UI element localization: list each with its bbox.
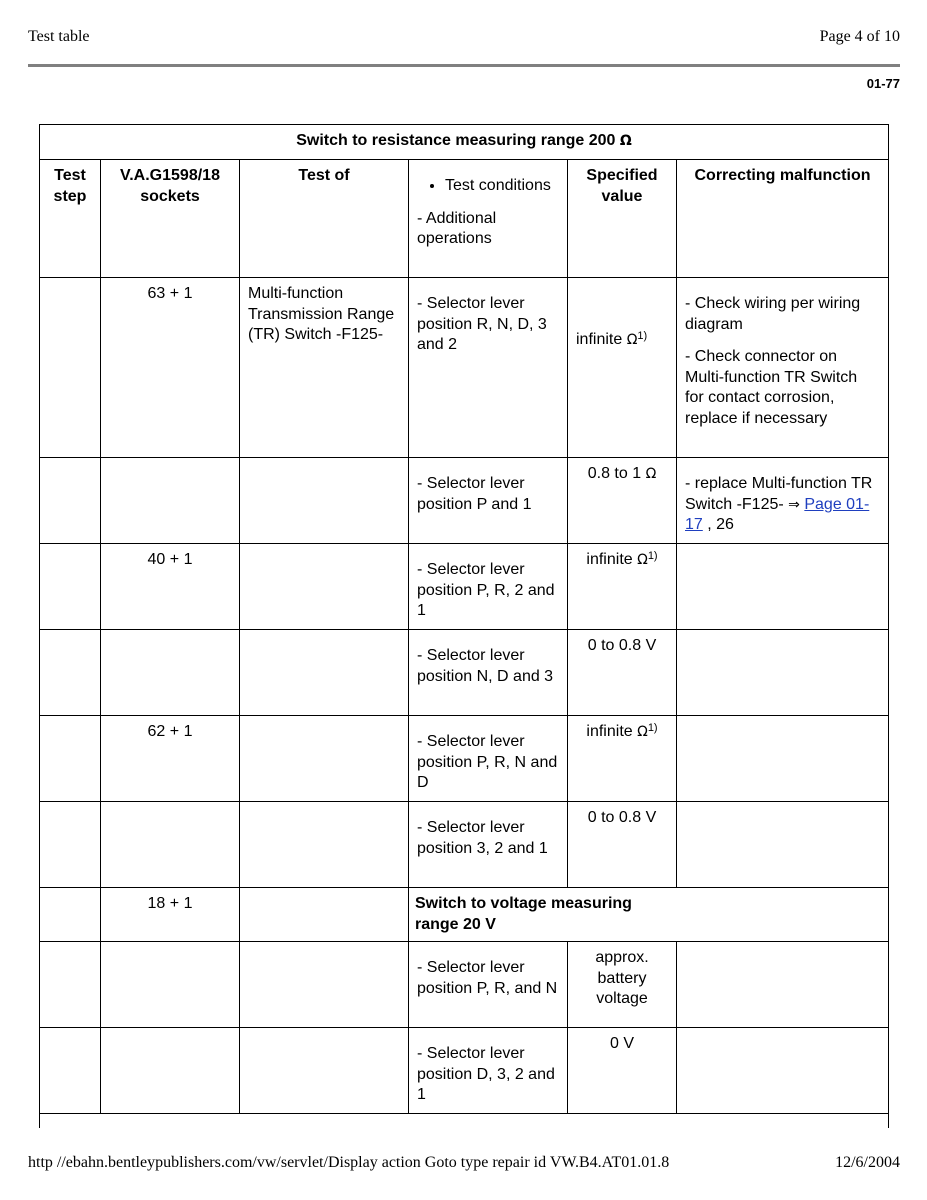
spec-text: infinite — [576, 331, 623, 349]
sockets-cell — [101, 1028, 240, 1114]
correcting-cell — [677, 802, 889, 888]
document-title: Test table — [28, 28, 90, 45]
sockets-cell: 62 + 1 — [101, 716, 240, 802]
condition-cell: - Selector lever position R, N, D, 3 and 2 — [409, 278, 568, 458]
correcting-cell — [677, 716, 889, 802]
test-of-cell — [240, 1028, 409, 1114]
test-of-cell — [240, 458, 409, 544]
table-continuation-cell — [40, 1114, 889, 1129]
table-row — [40, 278, 889, 458]
correcting-cell — [677, 544, 889, 630]
test-of-cell: Multi-function Transmission Range (TR) Switch -F125- — [240, 278, 409, 458]
table-continuation — [40, 1114, 889, 1129]
test-step-cell — [40, 630, 101, 716]
specified-value-cell — [568, 716, 677, 802]
col-header-conditions — [409, 160, 568, 278]
spec-text: 0.8 to 1 — [587, 465, 642, 482]
test-step-cell — [40, 278, 101, 458]
table-title-text: Switch to resistance measuring range 200 — [296, 132, 616, 149]
table-row — [40, 888, 889, 942]
table-row — [40, 630, 889, 716]
spec-text: infinite — [586, 723, 633, 740]
ohm-symbol: Ω — [626, 332, 638, 349]
correcting-text: - replace Multi-function TR Switch -F125- — [685, 475, 873, 513]
test-of-cell — [240, 802, 409, 888]
spec-text: infinite — [586, 551, 633, 568]
specified-value-cell — [568, 458, 677, 544]
col-header-specified-value: Specified value — [568, 160, 677, 278]
condition-cell: - Selector lever position D, 3, 2 and 1 — [409, 1028, 568, 1114]
specified-value-cell: 0 to 0.8 V — [568, 630, 677, 716]
condition-cell: - Selector lever position P, R, N and D — [409, 716, 568, 802]
correcting-cell — [677, 458, 889, 544]
correcting-text-suffix: , 26 — [707, 516, 734, 533]
col-header-test-of: Test of — [240, 160, 409, 278]
correcting-cell — [677, 1028, 889, 1114]
page-indicator: Page 4 of 10 — [819, 28, 900, 45]
footnote-ref: 1) — [637, 330, 648, 343]
table-title-row — [40, 125, 889, 160]
test-step-cell — [40, 458, 101, 544]
test-step-cell — [40, 802, 101, 888]
condition-cell: - Selector lever position 3, 2 and 1 — [409, 802, 568, 888]
condition-cell: - Selector lever position P and 1 — [409, 458, 568, 544]
table-row — [40, 544, 889, 630]
sockets-cell: 63 + 1 — [101, 278, 240, 458]
test-of-cell — [240, 942, 409, 1028]
table-row — [40, 458, 889, 544]
footnote-ref: 1) — [647, 550, 658, 562]
specified-value-cell — [568, 278, 677, 458]
table-row — [40, 716, 889, 802]
ohm-symbol: Ω — [637, 724, 648, 740]
test-of-cell — [240, 630, 409, 716]
footer-url: http //ebahn.bentleypublishers.com/vw/servlet/Display action Goto type repair id VW.B4.AT01.01.8 — [28, 1154, 670, 1171]
range-switch-note-text: Switch to voltage measuring range 20 V — [415, 895, 632, 933]
page-footer — [28, 1154, 900, 1172]
condition-cell: - Selector lever position P, R, 2 and 1 — [409, 544, 568, 630]
sockets-cell: 40 + 1 — [101, 544, 240, 630]
footer-date: 12/6/2004 — [835, 1154, 900, 1171]
specified-value-cell: approx. battery voltage — [568, 942, 677, 1028]
correcting-cell — [677, 942, 889, 1028]
section-page-code: 01-77 — [866, 76, 900, 91]
correcting-step: - Check connector on Multi-function TR Switch for contact corrosion, replace if necessary — [685, 348, 858, 427]
specified-value-cell: 0 V — [568, 1028, 677, 1114]
test-of-cell — [240, 716, 409, 802]
correcting-cell — [677, 278, 889, 458]
test-table — [39, 124, 889, 1128]
ohm-symbol: Ω — [619, 133, 632, 149]
correcting-step: - Check wiring per wiring diagram — [685, 295, 861, 333]
col-header-test-step: Test step — [40, 160, 101, 278]
header-divider — [28, 64, 900, 67]
test-step-cell — [40, 1028, 101, 1114]
test-step-cell — [40, 888, 101, 942]
conditions-bullet-list — [417, 176, 559, 197]
col-header-correcting: Correcting malfunction — [677, 160, 889, 278]
condition-cell: - Selector lever position P, R, and N — [409, 942, 568, 1028]
range-switch-note — [409, 888, 889, 942]
sockets-cell — [101, 458, 240, 544]
condition-cell: - Selector lever position N, D and 3 — [409, 630, 568, 716]
ohm-symbol: Ω — [645, 466, 657, 482]
arrow-right-icon: ⇒ — [788, 496, 800, 513]
sockets-cell — [101, 802, 240, 888]
sockets-cell — [101, 630, 240, 716]
conditions-bullet: • Test conditions — [445, 176, 559, 197]
test-of-cell — [240, 888, 409, 942]
test-of-cell — [240, 544, 409, 630]
sockets-cell: 18 + 1 — [101, 888, 240, 942]
table-title — [40, 125, 889, 160]
specified-value-cell — [568, 544, 677, 630]
table-row — [40, 942, 889, 1028]
column-header-row — [40, 160, 889, 278]
sockets-cell — [101, 942, 240, 1028]
footnote-ref: 1) — [647, 722, 658, 734]
table-row — [40, 1028, 889, 1114]
test-step-cell — [40, 716, 101, 802]
page-reference-link[interactable]: Page 01-17 — [685, 495, 870, 533]
correcting-cell — [677, 630, 889, 716]
test-step-cell — [40, 942, 101, 1028]
ohm-symbol: Ω — [637, 552, 648, 568]
col-header-sockets: V.A.G1598/18 sockets — [101, 160, 240, 278]
table-row — [40, 802, 889, 888]
specified-value-cell: 0 to 0.8 V — [568, 802, 677, 888]
conditions-extra: - Additional operations — [417, 209, 497, 247]
test-step-cell — [40, 544, 101, 630]
